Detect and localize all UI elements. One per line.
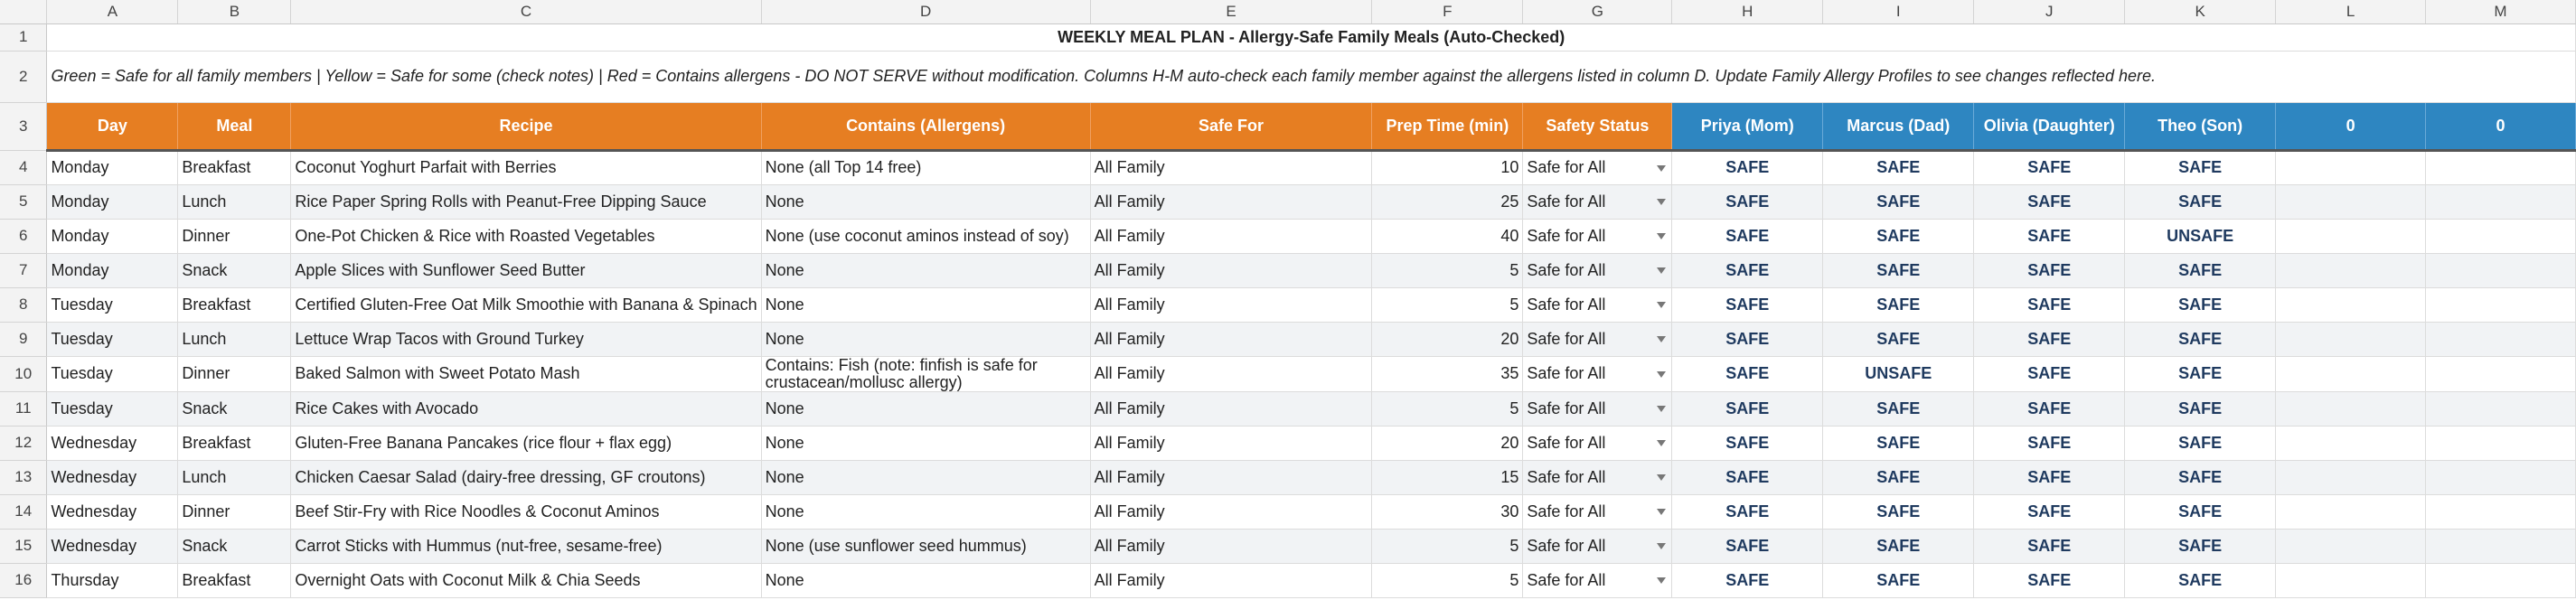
column-heading[interactable]: Safety Status xyxy=(1523,102,1672,150)
safety-status-dropdown[interactable] xyxy=(1523,356,1672,391)
safety-status-dropdown[interactable] xyxy=(1523,563,1672,597)
priya-check-cell[interactable]: SAFE xyxy=(1672,460,1823,494)
member-m-cell[interactable] xyxy=(2426,426,2576,460)
chevron-down-icon[interactable] xyxy=(1657,406,1666,412)
row-header[interactable]: 4 xyxy=(0,150,47,184)
meal-cell[interactable]: Breakfast xyxy=(178,287,291,322)
column-header-h[interactable]: H xyxy=(1672,0,1823,23)
column-heading[interactable]: Meal xyxy=(178,102,291,150)
safe-for-cell[interactable]: All Family xyxy=(1090,287,1372,322)
column-header-row xyxy=(0,0,2576,23)
marcus-check-cell[interactable]: UNSAFE xyxy=(1823,356,1974,391)
recipe-cell[interactable]: Gluten-Free Banana Pancakes (rice flour + flax egg) xyxy=(291,426,761,460)
column-header-i[interactable]: I xyxy=(1823,0,1974,23)
recipe-cell[interactable]: Certified Gluten-Free Oat Milk Smoothie with Banana & Spinach xyxy=(291,287,761,322)
recipe-cell[interactable]: Overnight Oats with Coconut Milk & Chia Seeds xyxy=(291,563,761,597)
safety-status-dropdown[interactable] xyxy=(1523,253,1672,287)
table-row xyxy=(0,529,2576,563)
safety-status-dropdown[interactable] xyxy=(1523,287,1672,322)
column-heading[interactable]: 0 xyxy=(2276,102,2426,150)
prep-time-cell[interactable]: 25 xyxy=(1372,184,1523,219)
table-row xyxy=(0,426,2576,460)
marcus-check-cell[interactable]: SAFE xyxy=(1823,426,1974,460)
select-all-corner[interactable] xyxy=(0,0,47,23)
olivia-check-cell[interactable]: SAFE xyxy=(1974,391,2125,426)
column-heading[interactable]: Safe For xyxy=(1090,102,1372,150)
table-row xyxy=(0,460,2576,494)
row-header[interactable]: 16 xyxy=(0,563,47,597)
marcus-check-cell[interactable]: SAFE xyxy=(1823,253,1974,287)
recipe-cell[interactable]: Chicken Caesar Salad (dairy-free dressing, GF croutons) xyxy=(291,460,761,494)
priya-check-cell[interactable]: SAFE xyxy=(1672,184,1823,219)
recipe-cell[interactable]: Carrot Sticks with Hummus (nut-free, sesame-free) xyxy=(291,529,761,563)
member-m-cell[interactable] xyxy=(2426,563,2576,597)
safe-for-cell[interactable]: All Family xyxy=(1090,460,1372,494)
safe-for-cell[interactable]: All Family xyxy=(1090,219,1372,253)
marcus-check-cell[interactable]: SAFE xyxy=(1823,563,1974,597)
column-heading[interactable]: Marcus (Dad) xyxy=(1823,102,1974,150)
allergens-cell[interactable]: None xyxy=(761,391,1090,426)
theo-check-cell[interactable]: SAFE xyxy=(2125,529,2276,563)
column-header-k[interactable]: K xyxy=(2125,0,2276,23)
prep-time-cell[interactable]: 40 xyxy=(1372,219,1523,253)
safe-for-cell[interactable]: All Family xyxy=(1090,356,1372,391)
chevron-down-icon[interactable] xyxy=(1657,543,1666,549)
day-cell[interactable]: Monday xyxy=(47,150,178,184)
chevron-down-icon[interactable] xyxy=(1657,509,1666,515)
safety-status-value: Safe for All xyxy=(1527,433,1606,452)
safety-status-value: Safe for All xyxy=(1527,398,1606,417)
safety-status-dropdown[interactable] xyxy=(1523,219,1672,253)
safe-for-cell[interactable]: All Family xyxy=(1090,150,1372,184)
column-heading[interactable]: Theo (Son) xyxy=(2125,102,2276,150)
chevron-down-icon[interactable] xyxy=(1657,165,1666,172)
member-l-cell[interactable] xyxy=(2276,356,2426,391)
member-l-cell[interactable] xyxy=(2276,494,2426,529)
day-cell[interactable]: Monday xyxy=(47,219,178,253)
safety-status-dropdown[interactable] xyxy=(1523,391,1672,426)
chevron-down-icon[interactable] xyxy=(1657,371,1666,378)
theo-check-cell[interactable]: SAFE xyxy=(2125,150,2276,184)
meal-cell[interactable]: Breakfast xyxy=(178,150,291,184)
marcus-check-cell[interactable]: SAFE xyxy=(1823,391,1974,426)
column-heading[interactable]: Prep Time (min) xyxy=(1372,102,1523,150)
safety-status-value: Safe for All xyxy=(1527,467,1606,486)
olivia-check-cell[interactable]: SAFE xyxy=(1974,150,2125,184)
header-row xyxy=(0,102,2576,150)
column-heading[interactable]: Olivia (Daughter) xyxy=(1974,102,2125,150)
prep-time-cell[interactable]: 10 xyxy=(1372,150,1523,184)
sheet-row xyxy=(0,51,2576,102)
recipe-cell[interactable]: Coconut Yoghurt Parfait with Berries xyxy=(291,150,761,184)
marcus-check-cell[interactable]: SAFE xyxy=(1823,219,1974,253)
meal-cell[interactable]: Dinner xyxy=(178,356,291,391)
safety-status-value: Safe for All xyxy=(1527,192,1606,211)
column-header-a[interactable]: A xyxy=(47,0,178,23)
safety-status-value: Safe for All xyxy=(1527,158,1606,176)
priya-check-cell[interactable]: SAFE xyxy=(1672,426,1823,460)
meal-cell[interactable]: Lunch xyxy=(178,460,291,494)
row-header[interactable]: 2 xyxy=(0,51,47,102)
recipe-cell[interactable]: Rice Paper Spring Rolls with Peanut-Free Dipping Sauce xyxy=(291,184,761,219)
column-heading[interactable]: Contains (Allergens) xyxy=(761,102,1090,150)
column-header-f[interactable]: F xyxy=(1372,0,1523,23)
marcus-check-cell[interactable]: SAFE xyxy=(1823,494,1974,529)
chevron-down-icon[interactable] xyxy=(1657,233,1666,239)
prep-time-cell[interactable]: 5 xyxy=(1372,391,1523,426)
column-heading[interactable]: 0 xyxy=(2426,102,2576,150)
member-m-cell[interactable] xyxy=(2426,460,2576,494)
olivia-check-cell[interactable]: SAFE xyxy=(1974,184,2125,219)
theo-check-cell[interactable]: SAFE xyxy=(2125,356,2276,391)
column-header-j[interactable]: J xyxy=(1974,0,2125,23)
safe-for-cell[interactable]: All Family xyxy=(1090,322,1372,356)
chevron-down-icon[interactable] xyxy=(1657,199,1666,205)
table-row xyxy=(0,287,2576,322)
olivia-check-cell[interactable]: SAFE xyxy=(1974,494,2125,529)
row-header[interactable]: 8 xyxy=(0,287,47,322)
safety-status-value: Safe for All xyxy=(1527,536,1606,555)
theo-check-cell[interactable]: SAFE xyxy=(2125,322,2276,356)
row-header[interactable]: 15 xyxy=(0,529,47,563)
prep-time-cell[interactable]: 35 xyxy=(1372,356,1523,391)
meal-cell[interactable]: Lunch xyxy=(178,184,291,219)
member-m-cell[interactable] xyxy=(2426,356,2576,391)
olivia-check-cell[interactable]: SAFE xyxy=(1974,253,2125,287)
recipe-cell[interactable]: Lettuce Wrap Tacos with Ground Turkey xyxy=(291,322,761,356)
chevron-down-icon[interactable] xyxy=(1657,474,1666,481)
prep-time-cell[interactable]: 15 xyxy=(1372,460,1523,494)
member-l-cell[interactable] xyxy=(2276,426,2426,460)
allergens-cell[interactable]: None (use sunflower seed hummus) xyxy=(761,529,1090,563)
safety-status-dropdown[interactable] xyxy=(1523,426,1672,460)
marcus-check-cell[interactable]: SAFE xyxy=(1823,322,1974,356)
member-l-cell[interactable] xyxy=(2276,529,2426,563)
allergens-cell[interactable]: None xyxy=(761,460,1090,494)
day-cell[interactable]: Tuesday xyxy=(47,356,178,391)
column-header-m[interactable]: M xyxy=(2426,0,2576,23)
row-header[interactable]: 7 xyxy=(0,253,47,287)
theo-check-cell[interactable]: SAFE xyxy=(2125,563,2276,597)
safety-status-value: Safe for All xyxy=(1527,295,1606,314)
row-header[interactable]: 1 xyxy=(0,23,47,51)
prep-time-cell[interactable]: 5 xyxy=(1372,563,1523,597)
member-l-cell[interactable] xyxy=(2276,322,2426,356)
allergens-cell[interactable]: None xyxy=(761,322,1090,356)
theo-check-cell[interactable]: SAFE xyxy=(2125,494,2276,529)
safety-status-dropdown[interactable] xyxy=(1523,322,1672,356)
column-header-e[interactable]: E xyxy=(1090,0,1372,23)
member-l-cell[interactable] xyxy=(2276,563,2426,597)
member-l-cell[interactable] xyxy=(2276,287,2426,322)
marcus-check-cell[interactable]: SAFE xyxy=(1823,150,1974,184)
table-row xyxy=(0,356,2576,391)
column-header-g[interactable]: G xyxy=(1523,0,1672,23)
safe-for-cell[interactable]: All Family xyxy=(1090,391,1372,426)
table-row xyxy=(0,494,2576,529)
column-header-l[interactable]: L xyxy=(2276,0,2426,23)
row-header[interactable]: 6 xyxy=(0,219,47,253)
prep-time-cell[interactable]: 30 xyxy=(1372,494,1523,529)
sheet-title[interactable]: WEEKLY MEAL PLAN - Allergy-Safe Family Meals (Auto-Checked) xyxy=(47,23,2576,51)
olivia-check-cell[interactable]: SAFE xyxy=(1974,426,2125,460)
safe-for-cell[interactable]: All Family xyxy=(1090,529,1372,563)
olivia-check-cell[interactable]: SAFE xyxy=(1974,460,2125,494)
allergens-cell[interactable]: None xyxy=(761,494,1090,529)
member-l-cell[interactable] xyxy=(2276,150,2426,184)
priya-check-cell[interactable]: SAFE xyxy=(1672,563,1823,597)
safety-status-value: Safe for All xyxy=(1527,364,1606,382)
olivia-check-cell[interactable]: SAFE xyxy=(1974,287,2125,322)
theo-check-cell[interactable]: SAFE xyxy=(2125,184,2276,219)
theo-check-cell[interactable]: SAFE xyxy=(2125,391,2276,426)
allergens-cell[interactable]: None xyxy=(761,184,1090,219)
theo-check-cell[interactable]: SAFE xyxy=(2125,426,2276,460)
allergens-cell[interactable]: None (use coconut aminos instead of soy) xyxy=(761,219,1090,253)
chevron-down-icon[interactable] xyxy=(1657,336,1666,342)
meal-cell[interactable]: Dinner xyxy=(178,494,291,529)
meal-cell[interactable]: Breakfast xyxy=(178,426,291,460)
member-l-cell[interactable] xyxy=(2276,184,2426,219)
chevron-down-icon[interactable] xyxy=(1657,302,1666,308)
priya-check-cell[interactable]: SAFE xyxy=(1672,150,1823,184)
safe-for-cell[interactable]: All Family xyxy=(1090,494,1372,529)
meal-cell[interactable]: Lunch xyxy=(178,322,291,356)
recipe-cell[interactable]: Beef Stir-Fry with Rice Noodles & Coconut Aminos xyxy=(291,494,761,529)
olivia-check-cell[interactable]: SAFE xyxy=(1974,529,2125,563)
safe-for-cell[interactable]: All Family xyxy=(1090,426,1372,460)
column-header-c[interactable]: C xyxy=(291,0,761,23)
safety-status-dropdown[interactable] xyxy=(1523,494,1672,529)
row-header[interactable]: 13 xyxy=(0,460,47,494)
meal-cell[interactable]: Snack xyxy=(178,253,291,287)
table-row xyxy=(0,219,2576,253)
day-cell[interactable]: Wednesday xyxy=(47,529,178,563)
member-m-cell[interactable] xyxy=(2426,494,2576,529)
theo-check-cell[interactable]: UNSAFE xyxy=(2125,219,2276,253)
safety-status-dropdown[interactable] xyxy=(1523,150,1672,184)
row-header[interactable]: 3 xyxy=(0,102,47,150)
table-row xyxy=(0,322,2576,356)
priya-check-cell[interactable]: SAFE xyxy=(1672,253,1823,287)
column-heading[interactable]: Priya (Mom) xyxy=(1672,102,1823,150)
olivia-check-cell[interactable]: SAFE xyxy=(1974,563,2125,597)
prep-time-cell[interactable]: 5 xyxy=(1372,253,1523,287)
marcus-check-cell[interactable]: SAFE xyxy=(1823,184,1974,219)
prep-time-cell[interactable]: 5 xyxy=(1372,529,1523,563)
recipe-cell[interactable]: Rice Cakes with Avocado xyxy=(291,391,761,426)
row-header[interactable]: 11 xyxy=(0,391,47,426)
day-cell[interactable]: Tuesday xyxy=(47,322,178,356)
table-row xyxy=(0,253,2576,287)
priya-check-cell[interactable]: SAFE xyxy=(1672,494,1823,529)
safe-for-cell[interactable]: All Family xyxy=(1090,184,1372,219)
member-m-cell[interactable] xyxy=(2426,184,2576,219)
safety-status-value: Safe for All xyxy=(1527,260,1606,279)
table-row xyxy=(0,150,2576,184)
prep-time-cell[interactable]: 5 xyxy=(1372,287,1523,322)
theo-check-cell[interactable]: SAFE xyxy=(2125,253,2276,287)
day-cell[interactable]: Thursday xyxy=(47,563,178,597)
allergens-cell[interactable]: None xyxy=(761,426,1090,460)
marcus-check-cell[interactable]: SAFE xyxy=(1823,460,1974,494)
safety-status-value: Safe for All xyxy=(1527,502,1606,520)
column-header-d[interactable]: D xyxy=(761,0,1090,23)
safe-for-cell[interactable]: All Family xyxy=(1090,563,1372,597)
meal-cell[interactable]: Breakfast xyxy=(178,563,291,597)
row-header[interactable]: 5 xyxy=(0,184,47,219)
legend-note[interactable]: Green = Safe for all family members | Yellow = Safe for some (check notes) | Red = Contains allergens - DO NOT SERVE without modification. Columns H-M auto-check each family member against the allergens listed in column D. Update Family Allergy Profiles to see changes reflected here. xyxy=(47,51,2576,102)
member-m-cell[interactable] xyxy=(2426,322,2576,356)
theo-check-cell[interactable]: SAFE xyxy=(2125,287,2276,322)
member-m-cell[interactable] xyxy=(2426,287,2576,322)
safe-for-cell[interactable]: All Family xyxy=(1090,253,1372,287)
row-header[interactable]: 9 xyxy=(0,322,47,356)
priya-check-cell[interactable]: SAFE xyxy=(1672,219,1823,253)
chevron-down-icon[interactable] xyxy=(1657,440,1666,446)
allergens-cell[interactable]: None xyxy=(761,563,1090,597)
member-l-cell[interactable] xyxy=(2276,219,2426,253)
allergens-cell[interactable]: None (all Top 14 free) xyxy=(761,150,1090,184)
meal-cell[interactable]: Snack xyxy=(178,391,291,426)
marcus-check-cell[interactable]: SAFE xyxy=(1823,287,1974,322)
safety-status-dropdown[interactable] xyxy=(1523,184,1672,219)
member-l-cell[interactable] xyxy=(2276,460,2426,494)
member-m-cell[interactable] xyxy=(2426,219,2576,253)
allergens-cell[interactable]: Contains: Fish (note: finfish is safe for crustacean/mollusc allergy) xyxy=(761,356,1090,391)
safety-status-dropdown[interactable] xyxy=(1523,529,1672,563)
chevron-down-icon[interactable] xyxy=(1657,267,1666,274)
day-cell[interactable]: Wednesday xyxy=(47,460,178,494)
member-m-cell[interactable] xyxy=(2426,150,2576,184)
priya-check-cell[interactable]: SAFE xyxy=(1672,391,1823,426)
recipe-cell[interactable]: One-Pot Chicken & Rice with Roasted Vegetables xyxy=(291,219,761,253)
day-cell[interactable]: Tuesday xyxy=(47,391,178,426)
member-m-cell[interactable] xyxy=(2426,529,2576,563)
olivia-check-cell[interactable]: SAFE xyxy=(1974,322,2125,356)
prep-time-cell[interactable]: 20 xyxy=(1372,322,1523,356)
table-row xyxy=(0,391,2576,426)
recipe-cell[interactable]: Baked Salmon with Sweet Potato Mash xyxy=(291,356,761,391)
meal-cell[interactable]: Snack xyxy=(178,529,291,563)
day-cell[interactable]: Wednesday xyxy=(47,426,178,460)
sheet-row xyxy=(0,23,2576,51)
priya-check-cell[interactable]: SAFE xyxy=(1672,322,1823,356)
column-header-b[interactable]: B xyxy=(178,0,291,23)
meal-cell[interactable]: Dinner xyxy=(178,219,291,253)
marcus-check-cell[interactable]: SAFE xyxy=(1823,529,1974,563)
table-row xyxy=(0,563,2576,597)
prep-time-cell[interactable]: 20 xyxy=(1372,426,1523,460)
priya-check-cell[interactable]: SAFE xyxy=(1672,529,1823,563)
olivia-check-cell[interactable]: SAFE xyxy=(1974,219,2125,253)
allergens-cell[interactable]: None xyxy=(761,287,1090,322)
member-l-cell[interactable] xyxy=(2276,253,2426,287)
olivia-check-cell[interactable]: SAFE xyxy=(1974,356,2125,391)
member-m-cell[interactable] xyxy=(2426,391,2576,426)
row-header[interactable]: 14 xyxy=(0,494,47,529)
chevron-down-icon[interactable] xyxy=(1657,577,1666,584)
day-cell[interactable]: Wednesday xyxy=(47,494,178,529)
safety-status-value: Safe for All xyxy=(1527,226,1606,245)
day-cell[interactable]: Monday xyxy=(47,184,178,219)
safety-status-value: Safe for All xyxy=(1527,329,1606,348)
safety-status-value: Safe for All xyxy=(1527,570,1606,589)
member-l-cell[interactable] xyxy=(2276,391,2426,426)
day-cell[interactable]: Tuesday xyxy=(47,287,178,322)
row-header[interactable]: 12 xyxy=(0,426,47,460)
priya-check-cell[interactable]: SAFE xyxy=(1672,287,1823,322)
column-heading[interactable]: Recipe xyxy=(291,102,761,150)
allergens-cell[interactable]: None xyxy=(761,253,1090,287)
row-header[interactable]: 10 xyxy=(0,356,47,391)
recipe-cell[interactable]: Apple Slices with Sunflower Seed Butter xyxy=(291,253,761,287)
member-m-cell[interactable] xyxy=(2426,253,2576,287)
table-row xyxy=(0,184,2576,219)
day-cell[interactable]: Monday xyxy=(47,253,178,287)
column-heading[interactable]: Day xyxy=(47,102,178,150)
safety-status-dropdown[interactable] xyxy=(1523,460,1672,494)
theo-check-cell[interactable]: SAFE xyxy=(2125,460,2276,494)
priya-check-cell[interactable]: SAFE xyxy=(1672,356,1823,391)
